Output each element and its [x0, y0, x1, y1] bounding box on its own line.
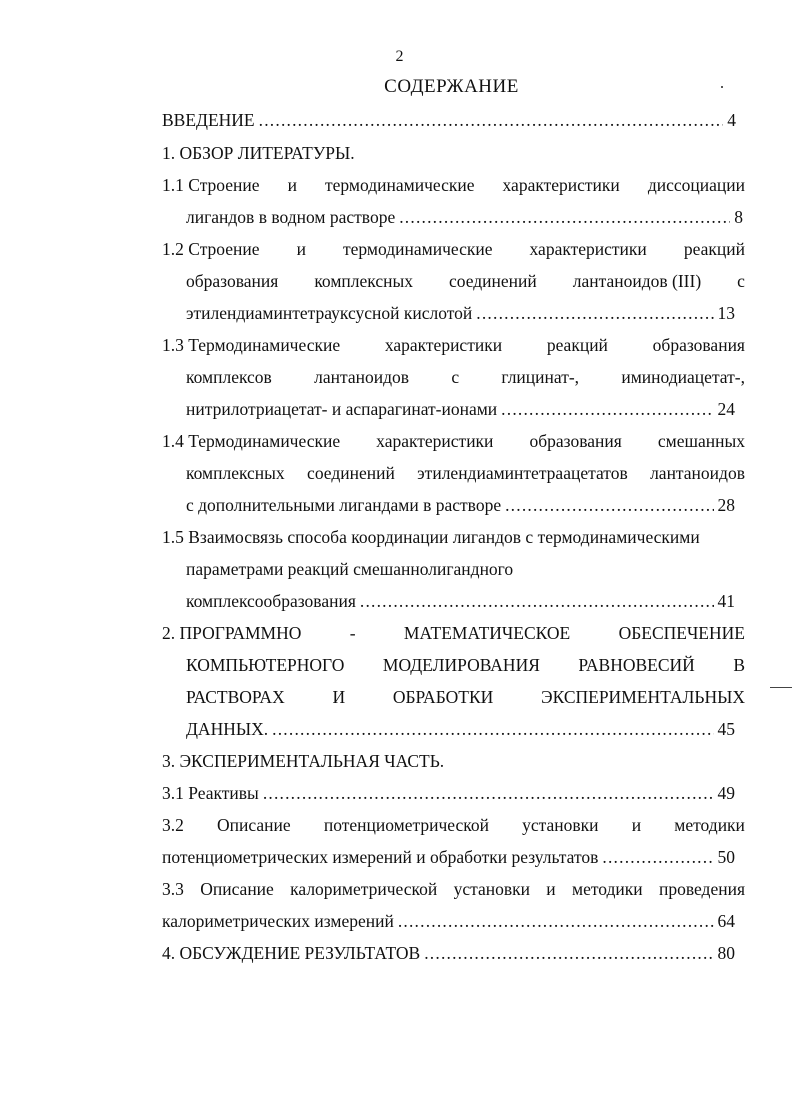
dot-leader [501, 399, 713, 419]
toc-entry-3-3-line2 [162, 911, 735, 931]
word: с [737, 271, 745, 291]
toc-entry-1-3-line3 [186, 399, 735, 419]
word: характеристики [376, 431, 494, 451]
toc-entry-1-1-line2 [186, 207, 743, 227]
toc-section-4 [162, 943, 735, 963]
toc-entry-1-4-line1 [162, 431, 745, 451]
dot-leader [602, 847, 713, 867]
word: лантаноидов [314, 367, 410, 387]
word: МАТЕМАТИЧЕСКОЕ [403, 623, 571, 643]
word: смешанных [657, 431, 745, 451]
toc-page-number: 28 [717, 495, 735, 515]
word: калориметрической [290, 879, 438, 899]
word: Описание [200, 879, 274, 899]
word: ЭКСПЕРИМЕНТАЛЬНЫХ [541, 687, 745, 707]
toc-section-2-line2 [186, 655, 745, 675]
word: и [546, 879, 556, 899]
word: реакций [546, 335, 608, 355]
toc-entry-1-3-line1 [162, 335, 745, 355]
word: глицинат-, [501, 367, 580, 387]
toc-page-number: 41 [717, 591, 735, 611]
word: 1.2 Строение [162, 239, 260, 259]
toc-entry-title: 4. ОБСУЖДЕНИЕ РЕЗУЛЬТАТОВ [162, 943, 421, 963]
word: характеристики [529, 239, 647, 259]
word: РАСТВОРАХ [186, 687, 285, 707]
word: лантаноидов [650, 463, 745, 483]
toc-entry-title: нитрилотриацетат- и аспарагинат-ионами [186, 399, 498, 419]
toc-entry-1-2-line2 [186, 271, 745, 291]
toc-entry-title: лигандов в водном растворе [186, 207, 396, 227]
word: комплексных [186, 463, 285, 483]
toc-entry-1-2-line1 [162, 239, 745, 259]
toc-entry-1-2-line3 [186, 303, 735, 323]
word: диссоциации [647, 175, 745, 195]
word: образования [529, 431, 622, 451]
toc-entry-3-2-line1 [162, 815, 745, 835]
word: ОБЕСПЕЧЕНИЕ [618, 623, 745, 643]
word: и [631, 815, 642, 835]
toc-entry-title: ДАННЫХ. [186, 719, 269, 739]
dot-leader [360, 591, 714, 611]
word: проведения [658, 879, 745, 899]
toc-section-1: 1. ОБЗОР ЛИТЕРАТУРЫ. [162, 143, 355, 163]
toc-page-number: 45 [717, 719, 735, 739]
toc-entry-1-5-line3 [186, 591, 735, 611]
toc-section-2-line3 [186, 687, 745, 707]
toc-entry-1-1-line1 [162, 175, 745, 195]
dot-leader [263, 783, 714, 803]
word: реакций [683, 239, 745, 259]
word: Описание [217, 815, 291, 835]
word: термодинамические [325, 175, 475, 195]
dot-leader [505, 495, 713, 515]
word: с [451, 367, 460, 387]
page-title: СОДЕРЖАНИЕ [384, 76, 519, 97]
dot-leader [476, 303, 713, 323]
word: 1.3 Термодинамические [162, 335, 341, 355]
word: этилендиаминтетраацетатов [417, 463, 628, 483]
word: установки [453, 879, 530, 899]
word: 3.3 [162, 879, 184, 899]
word: МОДЕЛИРОВАНИЯ [382, 655, 540, 675]
word: образования [652, 335, 745, 355]
toc-section-3: 3. ЭКСПЕРИМЕНТАЛЬНАЯ ЧАСТЬ. [162, 751, 445, 771]
toc-page-number: 13 [717, 303, 735, 323]
toc-entry-3-2-line2 [162, 847, 735, 867]
dot-leader [259, 110, 724, 130]
word: комплексных [314, 271, 413, 291]
toc-page-number: 8 [734, 207, 743, 227]
word: РАВНОВЕСИЙ [578, 655, 695, 675]
toc-entry-title: комплексообразования [186, 591, 356, 611]
word: ОБРАБОТКИ [392, 687, 494, 707]
dot-leader [399, 207, 730, 227]
word: В [733, 655, 745, 675]
page-number: 2 [395, 48, 404, 65]
toc-entry-title: 3.1 Реактивы [162, 783, 259, 803]
toc-page-number: 49 [717, 783, 735, 803]
toc-entry-3-1 [162, 783, 735, 803]
toc-entry-3-3-line1 [162, 879, 745, 899]
word: комплексов [186, 367, 272, 387]
word: характеристики [502, 175, 620, 195]
toc-entry-1-3-line2 [186, 367, 745, 387]
word: и [296, 239, 306, 259]
word: 2. ПРОГРАММНО [162, 623, 302, 643]
toc-page-number: 24 [717, 399, 735, 419]
toc-page-number: 80 [717, 943, 735, 963]
toc-entry-1-4-line2 [186, 463, 745, 483]
toc-page-number: 50 [717, 847, 735, 867]
toc-entry-title: этилендиаминтетрауксусной кислотой [186, 303, 473, 323]
word: КОМПЬЮТЕРНОГО [186, 655, 345, 675]
word: потенциометрической [323, 815, 489, 835]
dot-leader [272, 719, 713, 739]
word: соединений [307, 463, 395, 483]
word: установки [522, 815, 599, 835]
toc-entry-intro [162, 110, 736, 130]
toc-page-number: 4 [727, 110, 736, 130]
word: образования [186, 271, 279, 291]
word: и [287, 175, 297, 195]
toc-section-2-line1 [162, 623, 745, 643]
toc-entry-title: с дополнительными лигандами в растворе [186, 495, 502, 515]
word: методики [572, 879, 643, 899]
toc-entry-1-4-line3 [186, 495, 735, 515]
dot-leader [398, 911, 714, 931]
word: - [349, 623, 356, 643]
word: иминодиацетат-, [621, 367, 745, 387]
word: И [332, 687, 346, 707]
toc-page-number: 64 [717, 911, 735, 931]
toc-entry-title: ВВЕДЕНИЕ [162, 110, 255, 130]
word: 3.2 [162, 815, 184, 835]
dot-leader [424, 943, 713, 963]
word: методики [674, 815, 745, 835]
toc-entry-title: потенциометрических измерений и обработки результатов [162, 847, 599, 867]
toc-entry-title: калориметрических измерений [162, 911, 394, 931]
word: термодинамические [343, 239, 493, 259]
word: лантаноидов (III) [572, 271, 702, 291]
word: 1.4 Термодинамические [162, 431, 341, 451]
word: 1.1 Строение [162, 175, 260, 195]
margin-dash [770, 687, 792, 688]
toc-section-2-line4 [186, 719, 735, 739]
scan-speck [721, 86, 723, 88]
toc-entry-1-5-line2: параметрами реакций смешаннолигандного [186, 559, 514, 579]
toc-entry-1-5-line1: 1.5 Взаимосвязь способа координации лигандов с термодинамическими [162, 527, 700, 547]
word: соединений [449, 271, 537, 291]
word: характеристики [384, 335, 503, 355]
